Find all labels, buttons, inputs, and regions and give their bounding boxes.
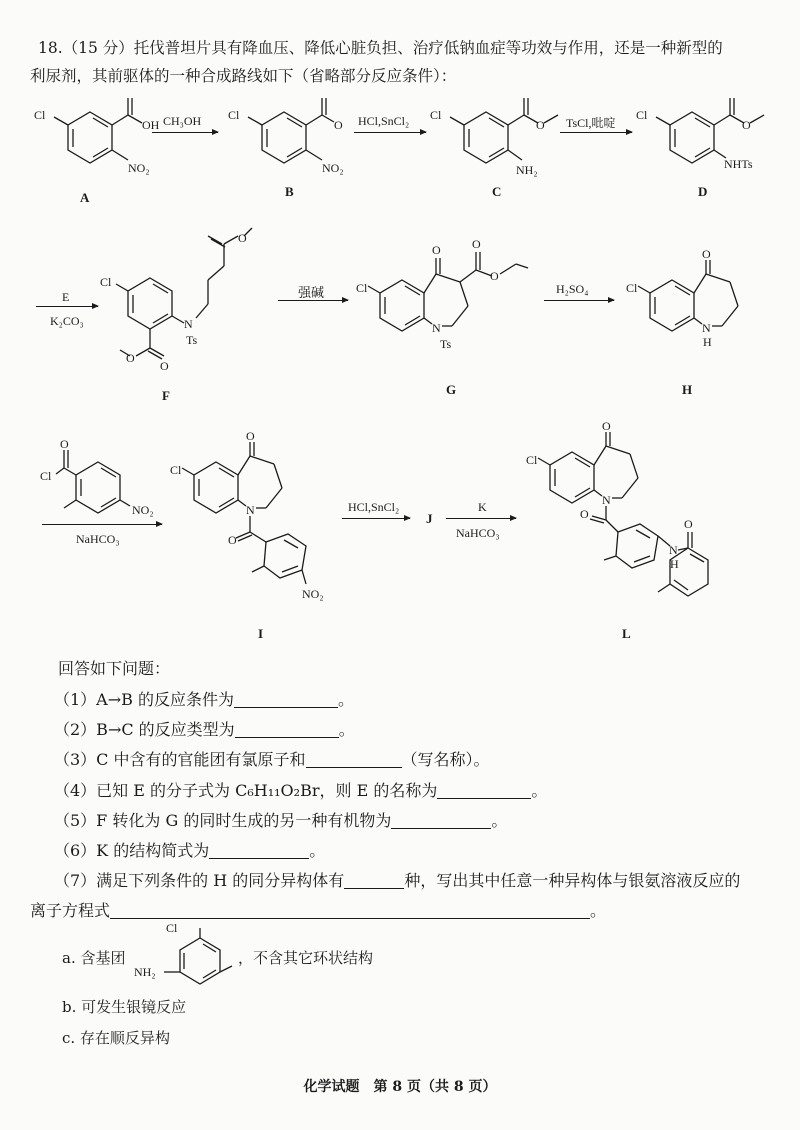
arrow-ij [342,518,410,519]
condition-a-prefix: a. 含基团 [62,949,126,967]
answer-blank-7a[interactable] [344,874,404,889]
label-c: C [492,184,502,199]
question-2-end: 。 [338,720,355,739]
atom-cl: Cl [170,463,182,477]
atom-cl: Cl [100,275,112,289]
atom-cl: Cl [526,453,538,467]
cond-gh: H₂SO₄ [556,282,589,296]
cond-jl-top: K [478,500,487,514]
atom-h: H [670,557,679,571]
label-j: J [426,511,433,526]
atom-o: O [742,118,751,132]
structure-a [30,92,170,192]
cond-fg: 强碱 [298,285,325,300]
answer-blank-3[interactable] [306,753,402,768]
structure-aniline-group [134,920,254,1000]
question-3 [54,747,490,770]
atom-o: O [334,118,343,132]
atom-no2: NO₂ [132,503,154,517]
question-7-line2 [30,898,606,921]
cond-ij: HCl,SnCl₂ [348,500,400,514]
atom-n: N [669,543,678,557]
structure-h [626,248,776,368]
question-7 [54,868,740,891]
question-2 [54,717,355,740]
atom-o: O [228,533,237,547]
atom-cl: Cl [228,108,240,122]
cond-cd: TsCl,吡啶 [566,116,616,130]
atom-o: O [472,237,481,251]
atom-o: O [246,429,255,443]
cond-bc: HCl,SnCl₂ [358,114,410,128]
label-d: D [698,184,708,199]
atom-cl: Cl [626,281,638,295]
reagent-acyl-chloride [40,432,180,532]
cond-hi: NaHCO₃ [76,532,120,546]
atom-o: O [126,351,135,365]
atom-o: O [684,517,693,531]
question-6-text: （6）K 的结构简式为 [54,841,210,860]
cond-df-top: E [62,290,70,304]
atom-o: O [160,359,169,373]
atom-o: O [602,419,611,433]
atom-o: O [432,243,441,257]
label-g: G [446,382,457,397]
question-1-end: 。 [338,690,355,709]
structure-l [526,420,736,620]
condition-a-suffix: ，不含其它环状结构 [238,949,374,967]
question-7-suffix: 种，写出其中任意一种异构体与银氨溶液反应的 [404,871,741,890]
atom-cl: Cl [40,469,52,483]
cond-jl-bottom: NaHCO₃ [456,526,500,540]
question-7-end: 。 [590,901,607,920]
atom-cl: Cl [166,921,178,935]
atom-no2: NO₂ [322,161,344,175]
question-5 [54,808,507,831]
atom-o: O [60,437,69,451]
answer-blank-5[interactable] [391,814,491,829]
atom-no2: NO₂ [302,587,324,601]
atom-cl: Cl [356,281,368,295]
atom-nh2: NH₂ [134,965,156,979]
question-4-text: （4）已知 E 的分子式为 C₆H₁₁O₂Br，则 E 的名称为 [54,781,438,800]
questions-intro: 回答如下问题： [58,659,171,678]
atom-ts: Ts [186,333,198,347]
structure-d [632,92,782,192]
atom-nh2: NH₂ [516,163,538,177]
atom-o: O [490,269,499,283]
question-5-end: 。 [491,811,508,830]
arrow-fg [278,300,348,301]
question-7-text: （7）满足下列条件的 H 的同分异构体有 [54,871,345,890]
arrow-df [36,306,98,307]
arrow-gh [544,300,614,301]
answer-blank-2[interactable] [235,723,339,738]
question-5-text: （5）F 转化为 G 的同时生成的另一种有机物为 [54,811,392,830]
condition-b: b. 可发生银镜反应 [62,998,187,1016]
answer-blank-7b[interactable] [110,904,590,919]
label-a: A [80,190,90,205]
atom-no2: NO₂ [128,161,150,175]
arrow-cd [560,132,632,133]
label-b: B [285,184,294,199]
atom-cl: Cl [636,108,648,122]
atom-n: N [246,503,255,517]
atom-h: H [703,335,712,349]
question-1 [54,687,354,710]
atom-n: N [184,317,193,331]
arrow-jl [446,518,516,519]
atom-o: O [580,507,589,521]
atom-n: N [432,321,441,335]
answer-blank-1[interactable] [234,693,338,708]
page-footer: 化学试题 第 8 页（共 8 页） [303,1079,497,1095]
structure-i [170,430,340,620]
atom-cl: Cl [430,108,442,122]
structure-g [356,238,536,368]
arrow-hi [42,524,162,525]
atom-oh: OH [142,118,160,132]
atom-nhts: NHTs [724,157,753,171]
atom-ts: Ts [440,337,452,351]
arrow-bc [354,132,426,133]
arrow-ab [152,132,218,133]
atom-o: O [702,247,711,261]
label-f: F [162,388,170,403]
question-6 [54,838,325,861]
question-4-end: 。 [531,781,548,800]
question-1-text: （1）A→B 的反应条件为 [54,690,234,709]
atom-n: N [702,321,711,335]
label-i: I [258,626,264,641]
question-3-text: （3）C 中含有的官能团有氯原子和 [54,750,306,769]
question-2-text: （2）B→C 的反应类型为 [54,720,235,739]
label-l: L [622,626,631,641]
question-7-label: 离子方程式 [30,901,111,920]
answer-blank-4[interactable] [437,784,531,799]
structure-c [426,92,566,192]
question-4 [54,778,547,801]
question-3-suffix: （写名称）。 [401,750,490,769]
label-h: H [682,382,693,397]
question-6-end: 。 [309,841,326,860]
atom-n: N [602,493,611,507]
cond-df-bottom: K₂CO₃ [50,314,84,328]
atom-cl: Cl [34,108,46,122]
question-18-line2: 利尿剂，其前驱体的一种合成路线如下（省略部分反应条件）： [30,67,457,85]
atom-o: O [238,231,247,245]
atom-o: O [536,118,545,132]
structure-f [100,222,260,392]
question-18-line1: 18.（15 分）托伐普坦片具有降血压、降低心脏负担、治疗低钠血症等功效与作用，还是一种新型的 [38,39,723,57]
answer-blank-6[interactable] [209,844,309,859]
condition-c: c. 存在顺反异构 [62,1029,170,1047]
cond-ab: CH₃OH [163,114,202,128]
structure-b [224,92,364,192]
